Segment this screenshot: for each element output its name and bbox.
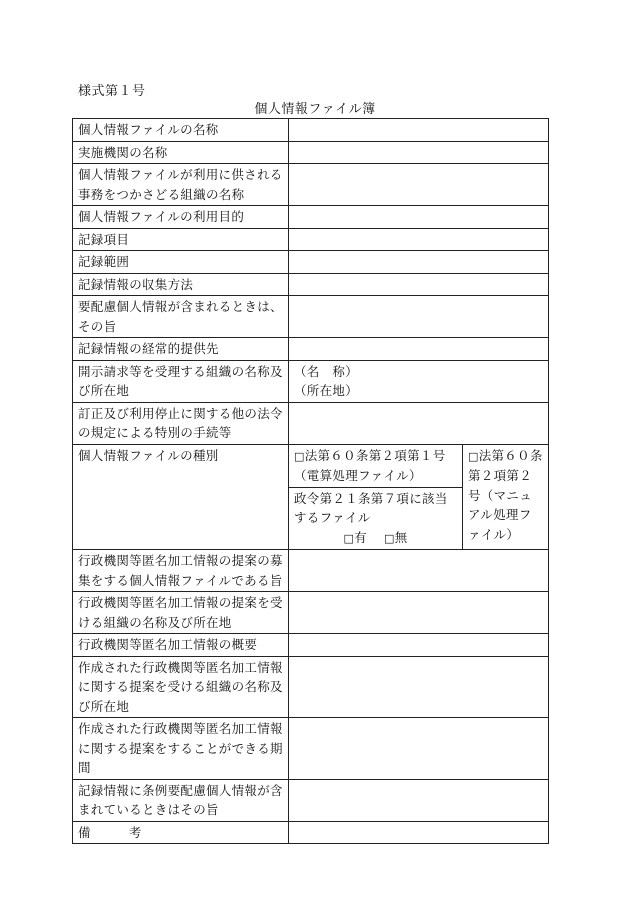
row-label-scope: 記録範囲 — [73, 251, 289, 274]
table-row — [73, 338, 549, 361]
has-option[interactable] — [343, 528, 367, 549]
row-label-anon-created-period: 作成された行政機関等匿名加工情報に関する提案をすることができる期間 — [73, 718, 289, 780]
checkbox-icon: □ — [468, 449, 479, 463]
row-label-ordinance-sensitive: 記録情報に条例要配慮個人情報が含まれているときはその旨 — [73, 779, 289, 821]
row-value-recipients — [289, 338, 549, 361]
remarks-char-1: 備 — [78, 824, 91, 840]
table-row — [73, 656, 549, 718]
row-label-file-name: 個人情報ファイルの名称 — [73, 119, 289, 142]
row-value-anon-created-period — [289, 718, 549, 780]
has-none-checkbox-group — [294, 528, 457, 549]
remarks-char-2: 考 — [128, 824, 142, 840]
table-row — [73, 779, 549, 821]
has-label: 有 — [354, 529, 367, 545]
row-value-anon-receive-org — [289, 592, 549, 634]
file-type-option-1-label: 法第６０条第２項第１号（電算処理ファイル） — [294, 447, 446, 483]
row-value-anon-solicit — [289, 550, 549, 592]
row-value-disclosure-org — [289, 360, 549, 402]
row-label-sensitive: 要配慮個人情報が含まれるときは、その旨 — [73, 296, 289, 338]
row-label-anon-solicit: 行政機関等匿名加工情報の提案の募集をする個人情報ファイルである旨 — [73, 550, 289, 592]
row-value-file-name — [289, 119, 549, 142]
row-label-recipients: 記録情報の経常的提供先 — [73, 338, 289, 361]
row-value-items — [289, 228, 549, 251]
row-label-anon-overview: 行政機関等匿名加工情報の概要 — [73, 634, 289, 657]
table-row — [73, 634, 549, 657]
cabinet-order-label: 政令第２１条第７項に該当するファイル — [294, 490, 448, 525]
file-type-option-2-cell — [463, 444, 549, 550]
row-value-ordinance-sensitive — [289, 779, 549, 821]
table-row — [73, 296, 549, 338]
table-row — [73, 164, 549, 206]
table-row — [73, 119, 549, 142]
row-label-disclosure-org: 開示請求等を受理する組織の名称及び所在地 — [73, 360, 289, 402]
row-value-remarks — [289, 821, 549, 844]
table-row — [73, 273, 549, 296]
form-title: 個人情報ファイル簿 — [254, 102, 376, 117]
checkbox-icon: □ — [294, 449, 305, 463]
disclosure-address-label: （所在地） — [294, 383, 359, 398]
row-label-purpose: 個人情報ファイルの利用目的 — [73, 206, 289, 229]
row-value-agency-name — [289, 141, 549, 164]
row-value-special-procedures — [289, 402, 549, 444]
row-label-remarks — [73, 821, 289, 844]
table-row — [73, 821, 549, 844]
row-label-anon-receive-org: 行政機関等匿名加工情報の提案を受ける組織の名称及び所在地 — [73, 592, 289, 634]
row-value-org-name — [289, 164, 549, 206]
table-row — [73, 444, 549, 487]
table-row — [73, 251, 549, 274]
file-type-option-1-cell — [289, 444, 463, 487]
table-row — [73, 141, 549, 164]
none-option[interactable] — [384, 528, 408, 549]
table-row — [73, 550, 549, 592]
row-value-purpose — [289, 206, 549, 229]
row-label-items: 記録項目 — [73, 228, 289, 251]
checkbox-icon: □ — [384, 531, 395, 545]
table-row — [73, 402, 549, 444]
table-row — [73, 206, 549, 229]
row-label-file-type: 個人情報ファイルの種別 — [73, 444, 289, 550]
cabinet-order-cell — [289, 487, 463, 550]
table-row — [73, 228, 549, 251]
form-number: 様式第１号 — [78, 84, 146, 99]
none-label: 無 — [394, 529, 408, 545]
row-label-agency-name: 実施機関の名称 — [73, 141, 289, 164]
row-label-anon-created-org: 作成された行政機関等匿名加工情報に関する提案を受ける組織の名称及び所在地 — [73, 656, 289, 718]
row-label-special-procedures: 訂正及び利用停止に関する他の法令の規定による特別の手続等 — [73, 402, 289, 444]
table-row — [73, 360, 549, 402]
table-row — [73, 592, 549, 634]
row-value-collection — [289, 273, 549, 296]
table-row — [73, 718, 549, 780]
row-value-sensitive — [289, 296, 549, 338]
row-label-org-name: 個人情報ファイルが利用に供される事務をつかさどる組織の名称 — [73, 164, 289, 206]
disclosure-name-label: （名 称） — [294, 363, 359, 379]
row-value-anon-created-org — [289, 656, 549, 718]
personal-info-file-register-table — [72, 118, 549, 844]
row-label-collection: 記録情報の収集方法 — [73, 273, 289, 296]
checkbox-icon: □ — [343, 531, 355, 545]
file-type-option-2-label: 法第６０条第２項第２号（マニュアル処理ファイル） — [468, 447, 543, 542]
row-value-anon-overview — [289, 634, 549, 657]
row-value-scope — [289, 251, 549, 274]
